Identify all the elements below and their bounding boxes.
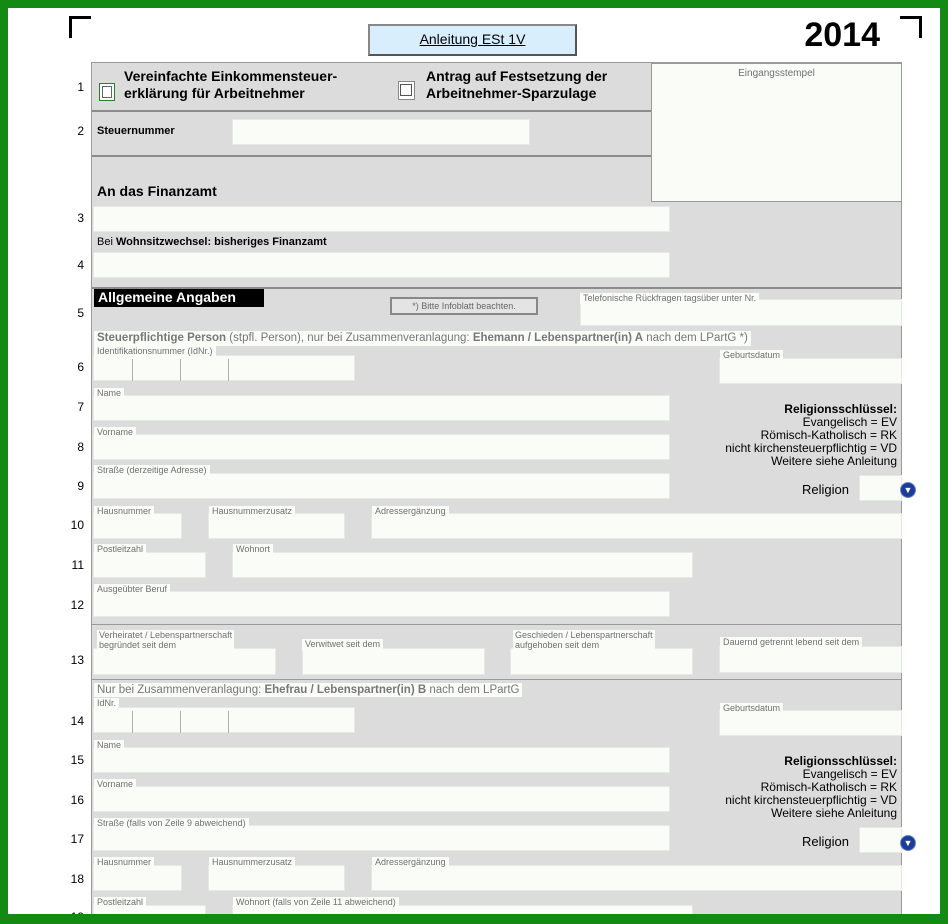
line-number: 11	[71, 558, 84, 572]
beruf-label: Ausgeübter Beruf	[94, 584, 170, 595]
religion-key-title: Religionsschlüssel:	[784, 402, 897, 416]
bisheriges-finanzamt-input[interactable]	[93, 252, 670, 278]
tax-year: 2014	[804, 16, 880, 54]
idnr-separator	[180, 359, 181, 381]
strasse-b-label: Straße (falls von Zeile 9 abweichend)	[94, 818, 249, 829]
vorname-input[interactable]	[93, 434, 670, 460]
person-b-heading: Nur bei Zusammenveranlagung: Ehefrau / Lebenspartner(in) B nach dem LPartG	[94, 683, 522, 697]
eingangsstempel-box	[651, 63, 902, 202]
line-number: 18	[70, 872, 84, 886]
vorname-b-label: Vorname	[94, 779, 136, 790]
hausnummerzusatz-b-label: Hausnummerzusatz	[209, 857, 295, 868]
idnr-label: Identifikationsnummer (IdNr.)	[94, 346, 216, 357]
religion-b-dropdown-icon[interactable]: ▼	[900, 835, 916, 851]
geschieden-input[interactable]	[510, 648, 693, 675]
line-number: 4	[77, 258, 84, 272]
postleitzahl-input[interactable]	[93, 552, 206, 578]
divider	[92, 679, 902, 680]
line-number: 16	[70, 793, 84, 807]
line-number: 6	[77, 360, 84, 374]
idnr-b-label: IdNr.	[94, 698, 119, 709]
crop-mark-right	[900, 16, 922, 38]
telefon-label: Telefonische Rückfragen tagsüber unter Nr.	[580, 293, 759, 304]
section-title-allgemeine-angaben: Allgemeine Angaben	[94, 289, 264, 307]
verheiratet-input[interactable]	[93, 648, 276, 675]
steuernummer-input[interactable]	[232, 119, 530, 145]
religion-key-line: nicht kirchensteuerpflichtig = VD	[725, 441, 897, 455]
line-number: 9	[77, 479, 84, 493]
religion-key-line: Römisch-Katholisch = RK	[760, 428, 897, 442]
name-b-input[interactable]	[93, 747, 670, 773]
idnr-separator	[228, 359, 229, 381]
checkbox-vereinfachte-erklaerung[interactable]	[99, 83, 115, 101]
religion-key-line: Weitere siehe Anleitung	[771, 806, 897, 820]
geschieden-label: Geschieden / Lebenspartnerschaft aufgehoben seit dem	[515, 630, 653, 650]
line-number: 1	[77, 80, 84, 94]
vorname-label: Vorname	[94, 427, 136, 438]
divider	[92, 155, 651, 157]
strasse-input[interactable]	[93, 473, 670, 499]
line-number: 14	[70, 714, 84, 728]
getrennt-label: Dauernd getrennt lebend seit dem	[720, 637, 862, 648]
religion-label: Religion	[802, 482, 849, 497]
religion-key-line: Römisch-Katholisch = RK	[760, 780, 897, 794]
person-a-heading: Steuerpflichtige Person (stpfl. Person), nur bei Zusammenveranlagung: Ehemann / Lebenspartner(in) A nach dem LPartG *)	[94, 331, 751, 346]
name-b-label: Name	[94, 740, 124, 751]
line-number: 12	[70, 598, 84, 612]
idnr-separator	[132, 359, 133, 381]
crop-mark-left	[69, 16, 91, 38]
divider	[92, 624, 902, 625]
option-arbeitnehmer-sparzulage: Antrag auf Festsetzung der Arbeitnehmer-Sparzulage	[426, 68, 608, 101]
option-vereinfachte-erklaerung: Vereinfachte Einkommensteuer- erklärung für Arbeitnehmer	[124, 68, 338, 101]
religion-key-line: Evangelisch = EV	[802, 767, 897, 781]
religionsschluessel-legend-b	[652, 755, 897, 820]
line-number: 8	[77, 440, 84, 454]
geburtsdatum-b-label: Geburtsdatum	[720, 703, 783, 714]
wohnsitzwechsel-label: Bei Wohnsitzwechsel: bisheriges Finanzamt	[97, 236, 327, 248]
postleitzahl-label: Postleitzahl	[94, 544, 146, 555]
hausnummer-b-input[interactable]	[93, 865, 182, 891]
verheiratet-label: Verheiratet / Lebenspartnerschaft begründet seit dem	[99, 630, 233, 650]
religion-b-label: Religion	[802, 834, 849, 849]
religion-select[interactable]	[859, 475, 902, 501]
geburtsdatum-label: Geburtsdatum	[720, 350, 783, 361]
checkbox-arbeitnehmer-sparzulage[interactable]	[398, 81, 415, 100]
anleitung-button[interactable]: Anleitung ESt 1V	[368, 24, 577, 56]
idnr-separator	[180, 711, 181, 733]
religion-b-select[interactable]	[859, 827, 902, 853]
adressergaenzung-b-label: Adressergänzung	[372, 857, 449, 868]
hausnummerzusatz-b-input[interactable]	[208, 865, 345, 891]
line-number: 10	[70, 518, 84, 532]
religion-key-line: nicht kirchensteuerpflichtig = VD	[725, 793, 897, 807]
religionsschluessel-legend	[652, 403, 897, 468]
name-input[interactable]	[93, 395, 670, 421]
strasse-label: Straße (derzeitige Adresse)	[94, 465, 210, 476]
wohnort-b-label: Wohnort (falls von Zeile 11 abweichend)	[233, 897, 399, 908]
religion-key-title: Religionsschlüssel:	[784, 754, 897, 768]
tax-form	[91, 62, 902, 924]
wohnort-input[interactable]	[232, 552, 693, 578]
hausnummer-b-label: Hausnummer	[94, 857, 154, 868]
hausnummerzusatz-label: Hausnummerzusatz	[209, 506, 295, 517]
getrennt-input[interactable]	[719, 646, 902, 673]
line-number: 2	[77, 124, 84, 138]
verwitwet-label: Verwitwet seit dem	[302, 639, 383, 650]
wohnort-label: Wohnort	[233, 544, 273, 555]
line-number: 19	[70, 910, 84, 924]
beruf-input[interactable]	[93, 591, 670, 617]
line-number: 17	[70, 832, 84, 846]
eingangsstempel-label: Eingangsstempel	[738, 68, 815, 79]
line-number: 15	[70, 753, 84, 767]
idnr-separator	[228, 711, 229, 733]
geburtsdatum-input[interactable]	[719, 358, 902, 384]
line-number: 7	[77, 400, 84, 414]
vorname-b-input[interactable]	[93, 786, 670, 812]
verwitwet-input[interactable]	[302, 648, 485, 675]
hausnummer-label: Hausnummer	[94, 506, 154, 517]
finanzamt-input[interactable]	[93, 206, 670, 232]
postleitzahl-b-label: Postleitzahl	[94, 897, 146, 908]
line-number: 5	[77, 306, 84, 320]
idnr-separator	[132, 711, 133, 733]
infoblatt-note: *) Bitte Infoblatt beachten.	[390, 297, 538, 315]
name-label: Name	[94, 388, 124, 399]
finanzamt-heading: An das Finanzamt	[97, 183, 217, 199]
divider	[92, 110, 651, 112]
line-number: 13	[70, 653, 84, 667]
line-number: 3	[77, 211, 84, 225]
steuernummer-label: Steuernummer	[97, 125, 175, 137]
adressergaenzung-b-input[interactable]	[371, 865, 902, 891]
religion-key-line: Weitere siehe Anleitung	[771, 454, 897, 468]
religion-dropdown-icon[interactable]: ▼	[900, 482, 916, 498]
religion-key-line: Evangelisch = EV	[802, 415, 897, 429]
adressergaenzung-input[interactable]	[371, 513, 902, 539]
adressergaenzung-label: Adressergänzung	[372, 506, 449, 517]
